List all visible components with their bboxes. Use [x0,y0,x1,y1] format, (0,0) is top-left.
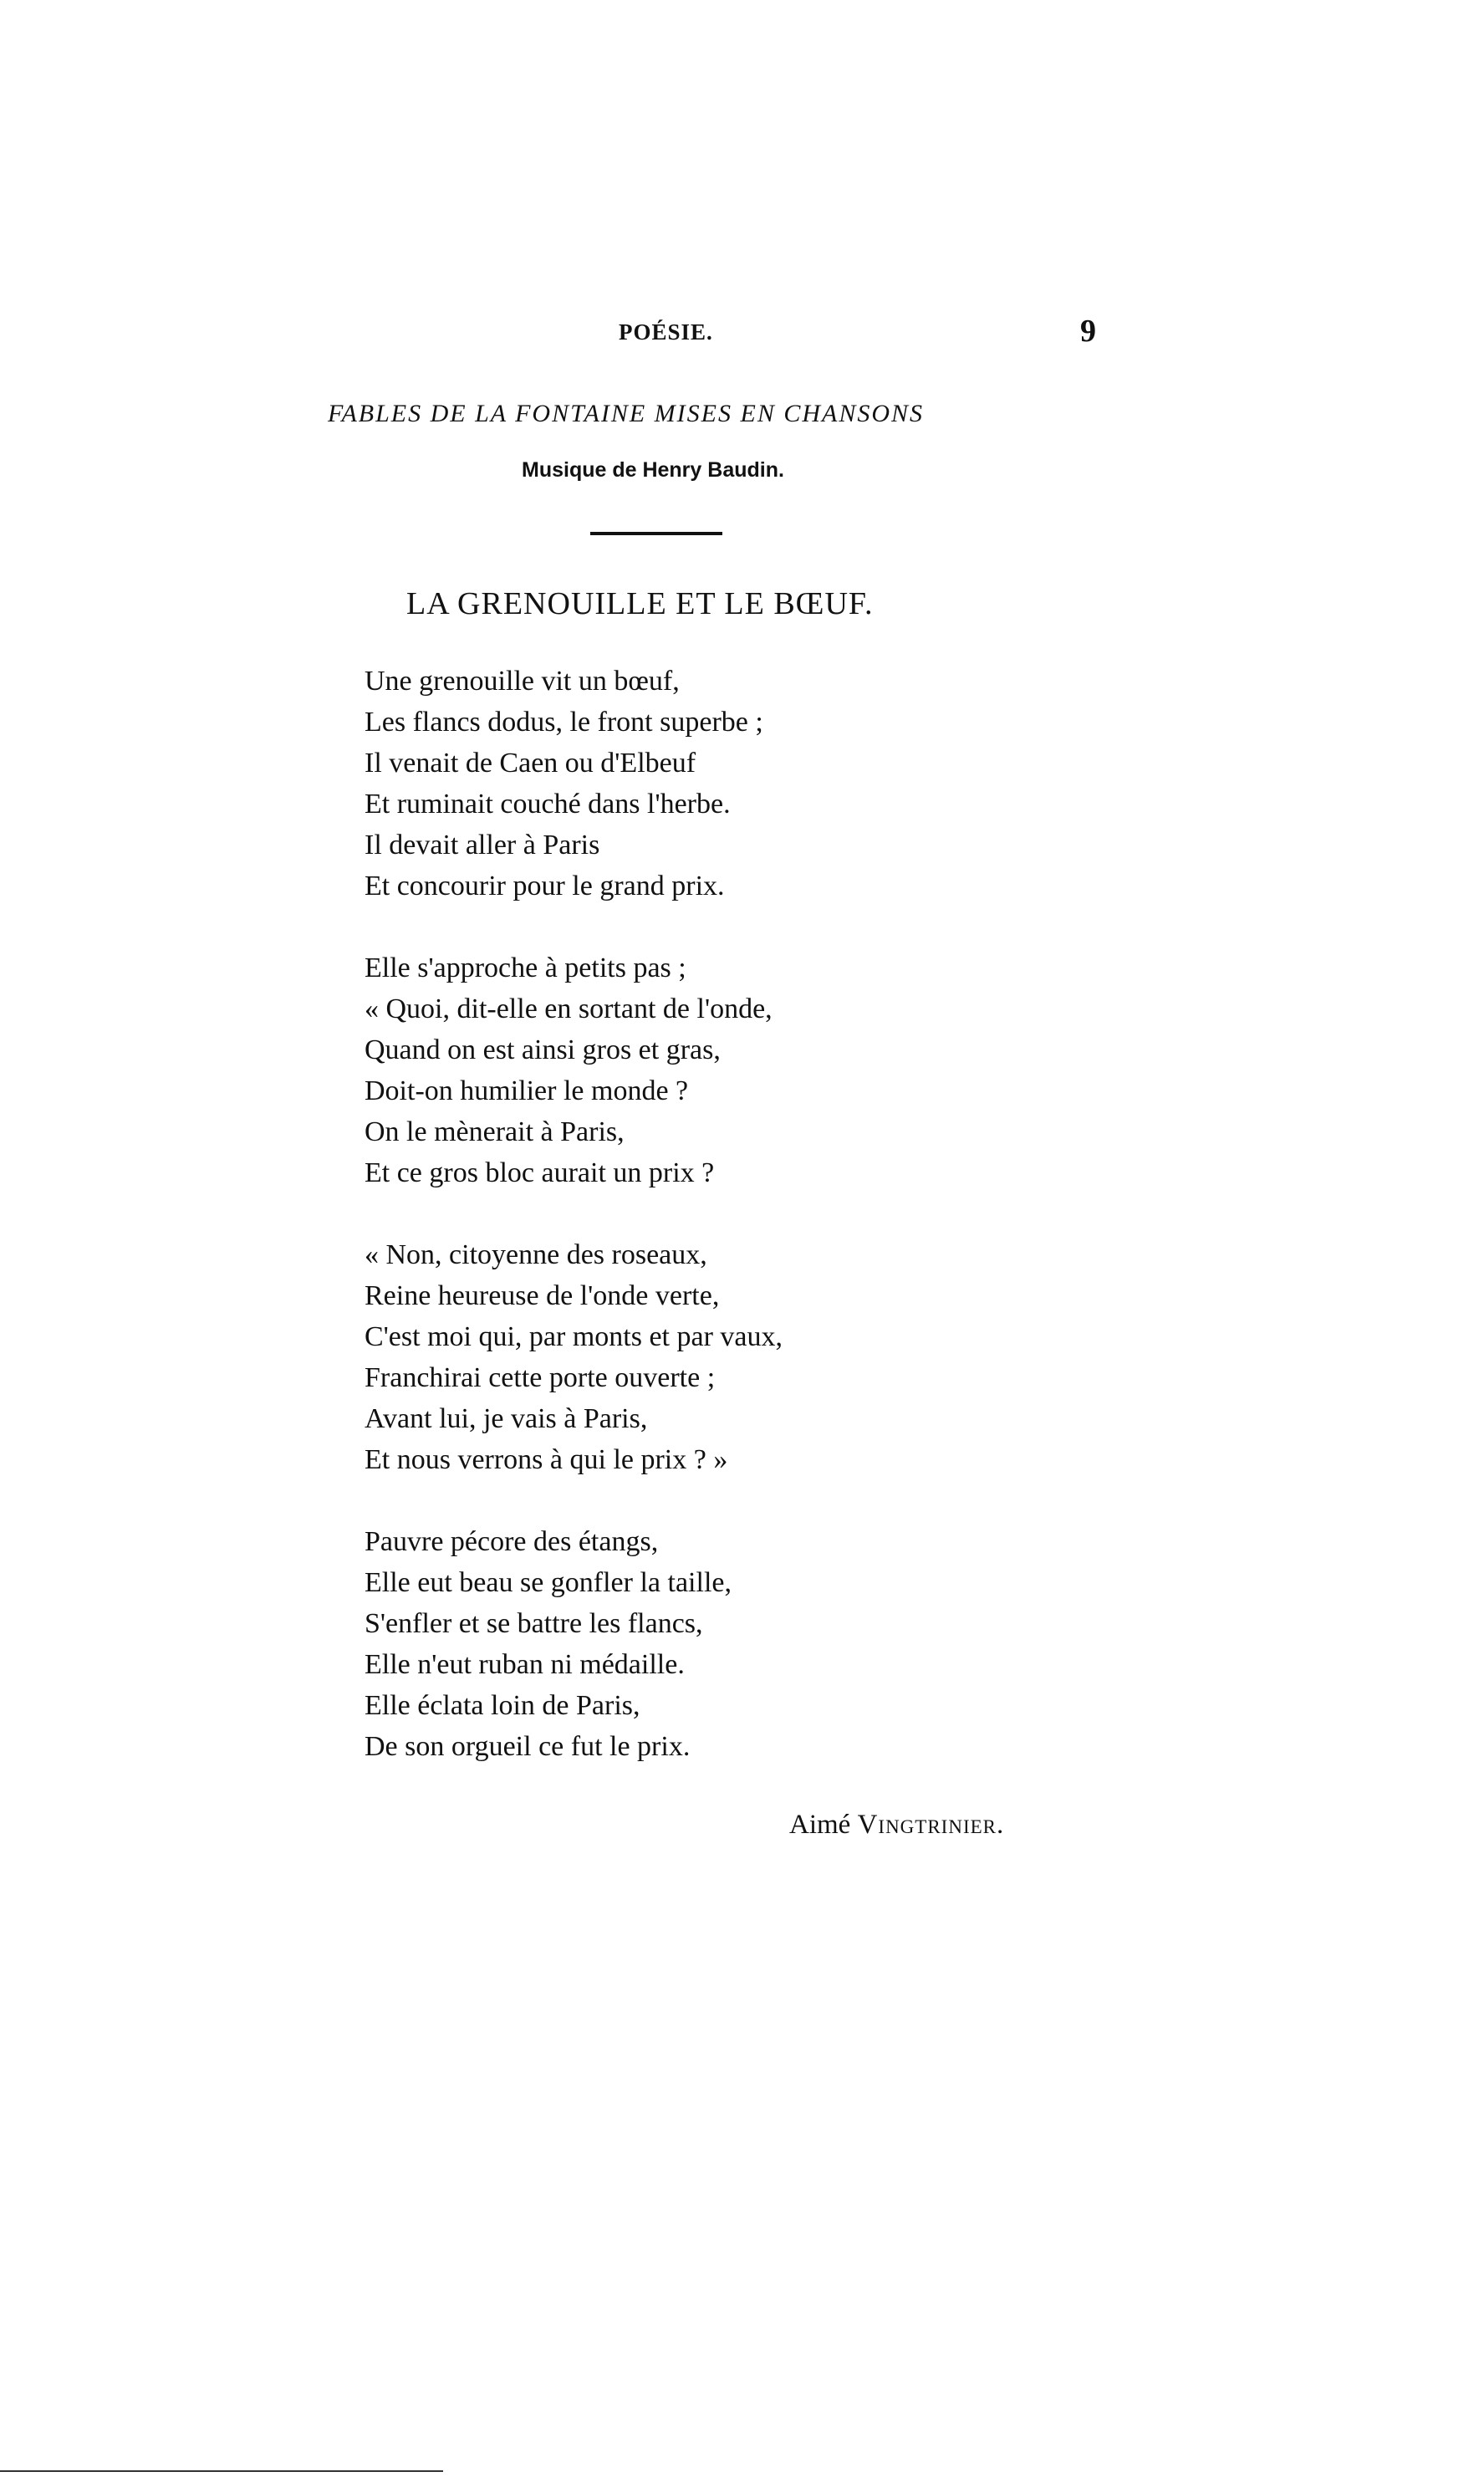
verse: Et concourir pour le grand prix. [365,871,725,901]
verse: Quand on est ainsi gros et gras, [365,1034,721,1065]
title-divider [590,532,722,535]
verse: Elle eut beau se gonfler la taille, [365,1567,732,1598]
author-given-name: Aimé [789,1810,851,1840]
stanza-2 [365,947,783,1193]
running-head [0,314,1484,353]
verse: Les flancs dodus, le front superbe ; [365,707,763,738]
verse: S'enfler et se battre les flancs, [365,1608,703,1639]
verse: C'est moi qui, par monts et par vaux, [365,1321,783,1352]
stanza-3 [365,1234,783,1480]
verse: Avant lui, je vais à Paris, [365,1403,648,1434]
verse: Et ce gros bloc aurait un prix ? [365,1157,715,1188]
verse: Il devait aller à Paris [365,830,600,861]
series-title: FABLES DE LA FONTAINE MISES EN CHANSONS [328,400,925,427]
verse: Il venait de Caen ou d'Elbeuf [365,748,696,779]
verse: Elle s'approche à petits pas ; [365,952,686,983]
verse: Reine heureuse de l'onde verte, [365,1280,720,1311]
author-signature [789,1810,1004,1841]
verse: Elle n'eut ruban ni médaille. [365,1649,685,1680]
verse: On le mènerait à Paris, [365,1116,625,1147]
section-label: POÉSIE. [619,319,713,345]
poem-body [365,661,783,1808]
footer-rule [0,2470,443,2472]
verse: Doit-on humilier le monde ? [365,1075,689,1106]
page-number: 9 [1080,314,1096,349]
poem-title: LA GRENOUILLE ET LE BŒUF. [406,586,874,621]
stanza-1 [365,661,783,906]
verse: Une grenouille vit un bœuf, [365,666,680,697]
music-credit: Musique de Henry Baudin. [522,458,784,482]
verse: « Non, citoyenne des roseaux, [365,1239,707,1270]
verse: « Quoi, dit-elle en sortant de l'onde, [365,993,773,1024]
verse: Franchirai cette porte ouverte ; [365,1362,716,1393]
author-surname: Vingtrinier. [857,1810,1005,1840]
verse: Elle éclata loin de Paris, [365,1690,640,1721]
verse: Et ruminait couché dans l'herbe. [365,789,731,820]
verse: Pauvre pécore des étangs, [365,1526,659,1557]
verse: De son orgueil ce fut le prix. [365,1731,691,1762]
verse: Et nous verrons à qui le prix ? » [365,1444,728,1475]
stanza-4 [365,1521,783,1767]
